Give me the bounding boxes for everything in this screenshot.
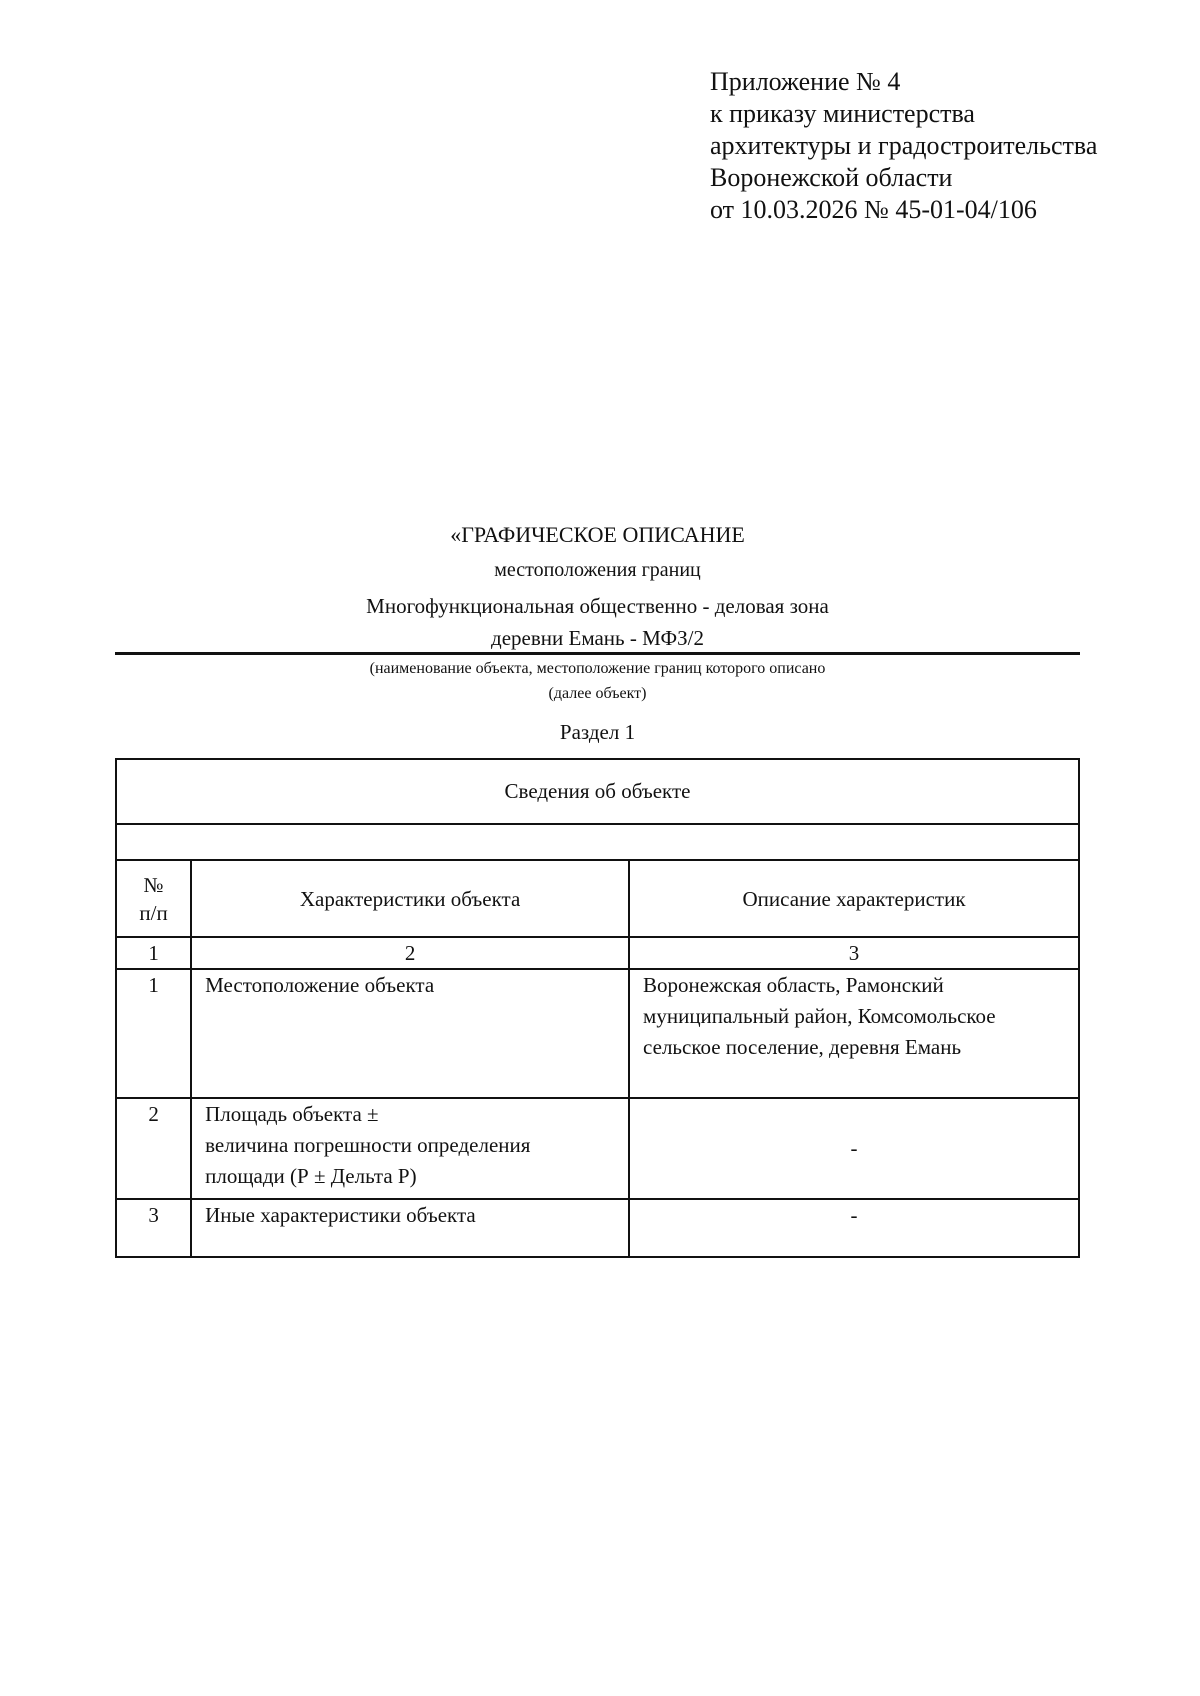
appendix-line: к приказу министерства	[710, 99, 975, 128]
object-name-line: деревни Емань - МФЗ/2	[491, 626, 704, 650]
column-numbers-row	[116, 937, 1079, 969]
document-subtitle: местоположения границ	[494, 559, 701, 581]
section-heading: Раздел 1	[559, 720, 636, 744]
row-number: 2	[116, 1098, 191, 1199]
object-name-caption	[115, 656, 1080, 706]
object-name-line: Многофункциональная общественно - деловая зона	[366, 594, 829, 618]
row-number: 3	[116, 1199, 191, 1257]
underline-rule	[115, 652, 1080, 655]
document-title: «ГРАФИЧЕСКОЕ ОПИСАНИЕ	[450, 522, 745, 547]
row-value: -	[629, 1098, 1079, 1199]
table-header: Сведения об объекте	[116, 759, 1079, 824]
column-number: 3	[629, 937, 1079, 969]
object-info-table	[115, 758, 1080, 1258]
caption-line: (далее объект)	[548, 685, 647, 702]
table-row	[116, 969, 1079, 1098]
row-value: -	[629, 1199, 1079, 1257]
column-number: 1	[116, 937, 191, 969]
document-title-block	[115, 520, 1080, 654]
column-header-description: Описание характеристик	[629, 860, 1079, 937]
caption-line: (наименование объекта, местоположение границ которого описано	[369, 660, 826, 677]
table-column-headers	[116, 860, 1079, 937]
appendix-line: Приложение № 4	[710, 67, 901, 96]
appendix-line: архитектуры и градостроительства	[710, 131, 1098, 160]
row-value: Воронежская область, Рамонский муниципальный район, Комсомольское сельское поселение, деревня Емань	[629, 969, 1079, 1098]
row-number: 1	[116, 969, 191, 1098]
table-row	[116, 1199, 1079, 1257]
appendix-line: от 10.03.2026 № 45-01-04/106	[710, 195, 1037, 224]
row-label: Площадь объекта ± величина погрешности определения площади (Р ± Дельта Р)	[191, 1098, 629, 1199]
table-blank-row	[116, 824, 1079, 860]
column-header-characteristics: Характеристики объекта	[191, 860, 629, 937]
column-header-number: № п/п	[116, 860, 191, 937]
table-row	[116, 1098, 1079, 1199]
row-label: Иные характеристики объекта	[191, 1199, 629, 1257]
appendix-line: Воронежской области	[710, 163, 953, 192]
appendix-header	[710, 66, 1097, 226]
row-label: Местоположение объекта	[191, 969, 629, 1098]
table-header-row	[116, 759, 1079, 824]
column-number: 2	[191, 937, 629, 969]
